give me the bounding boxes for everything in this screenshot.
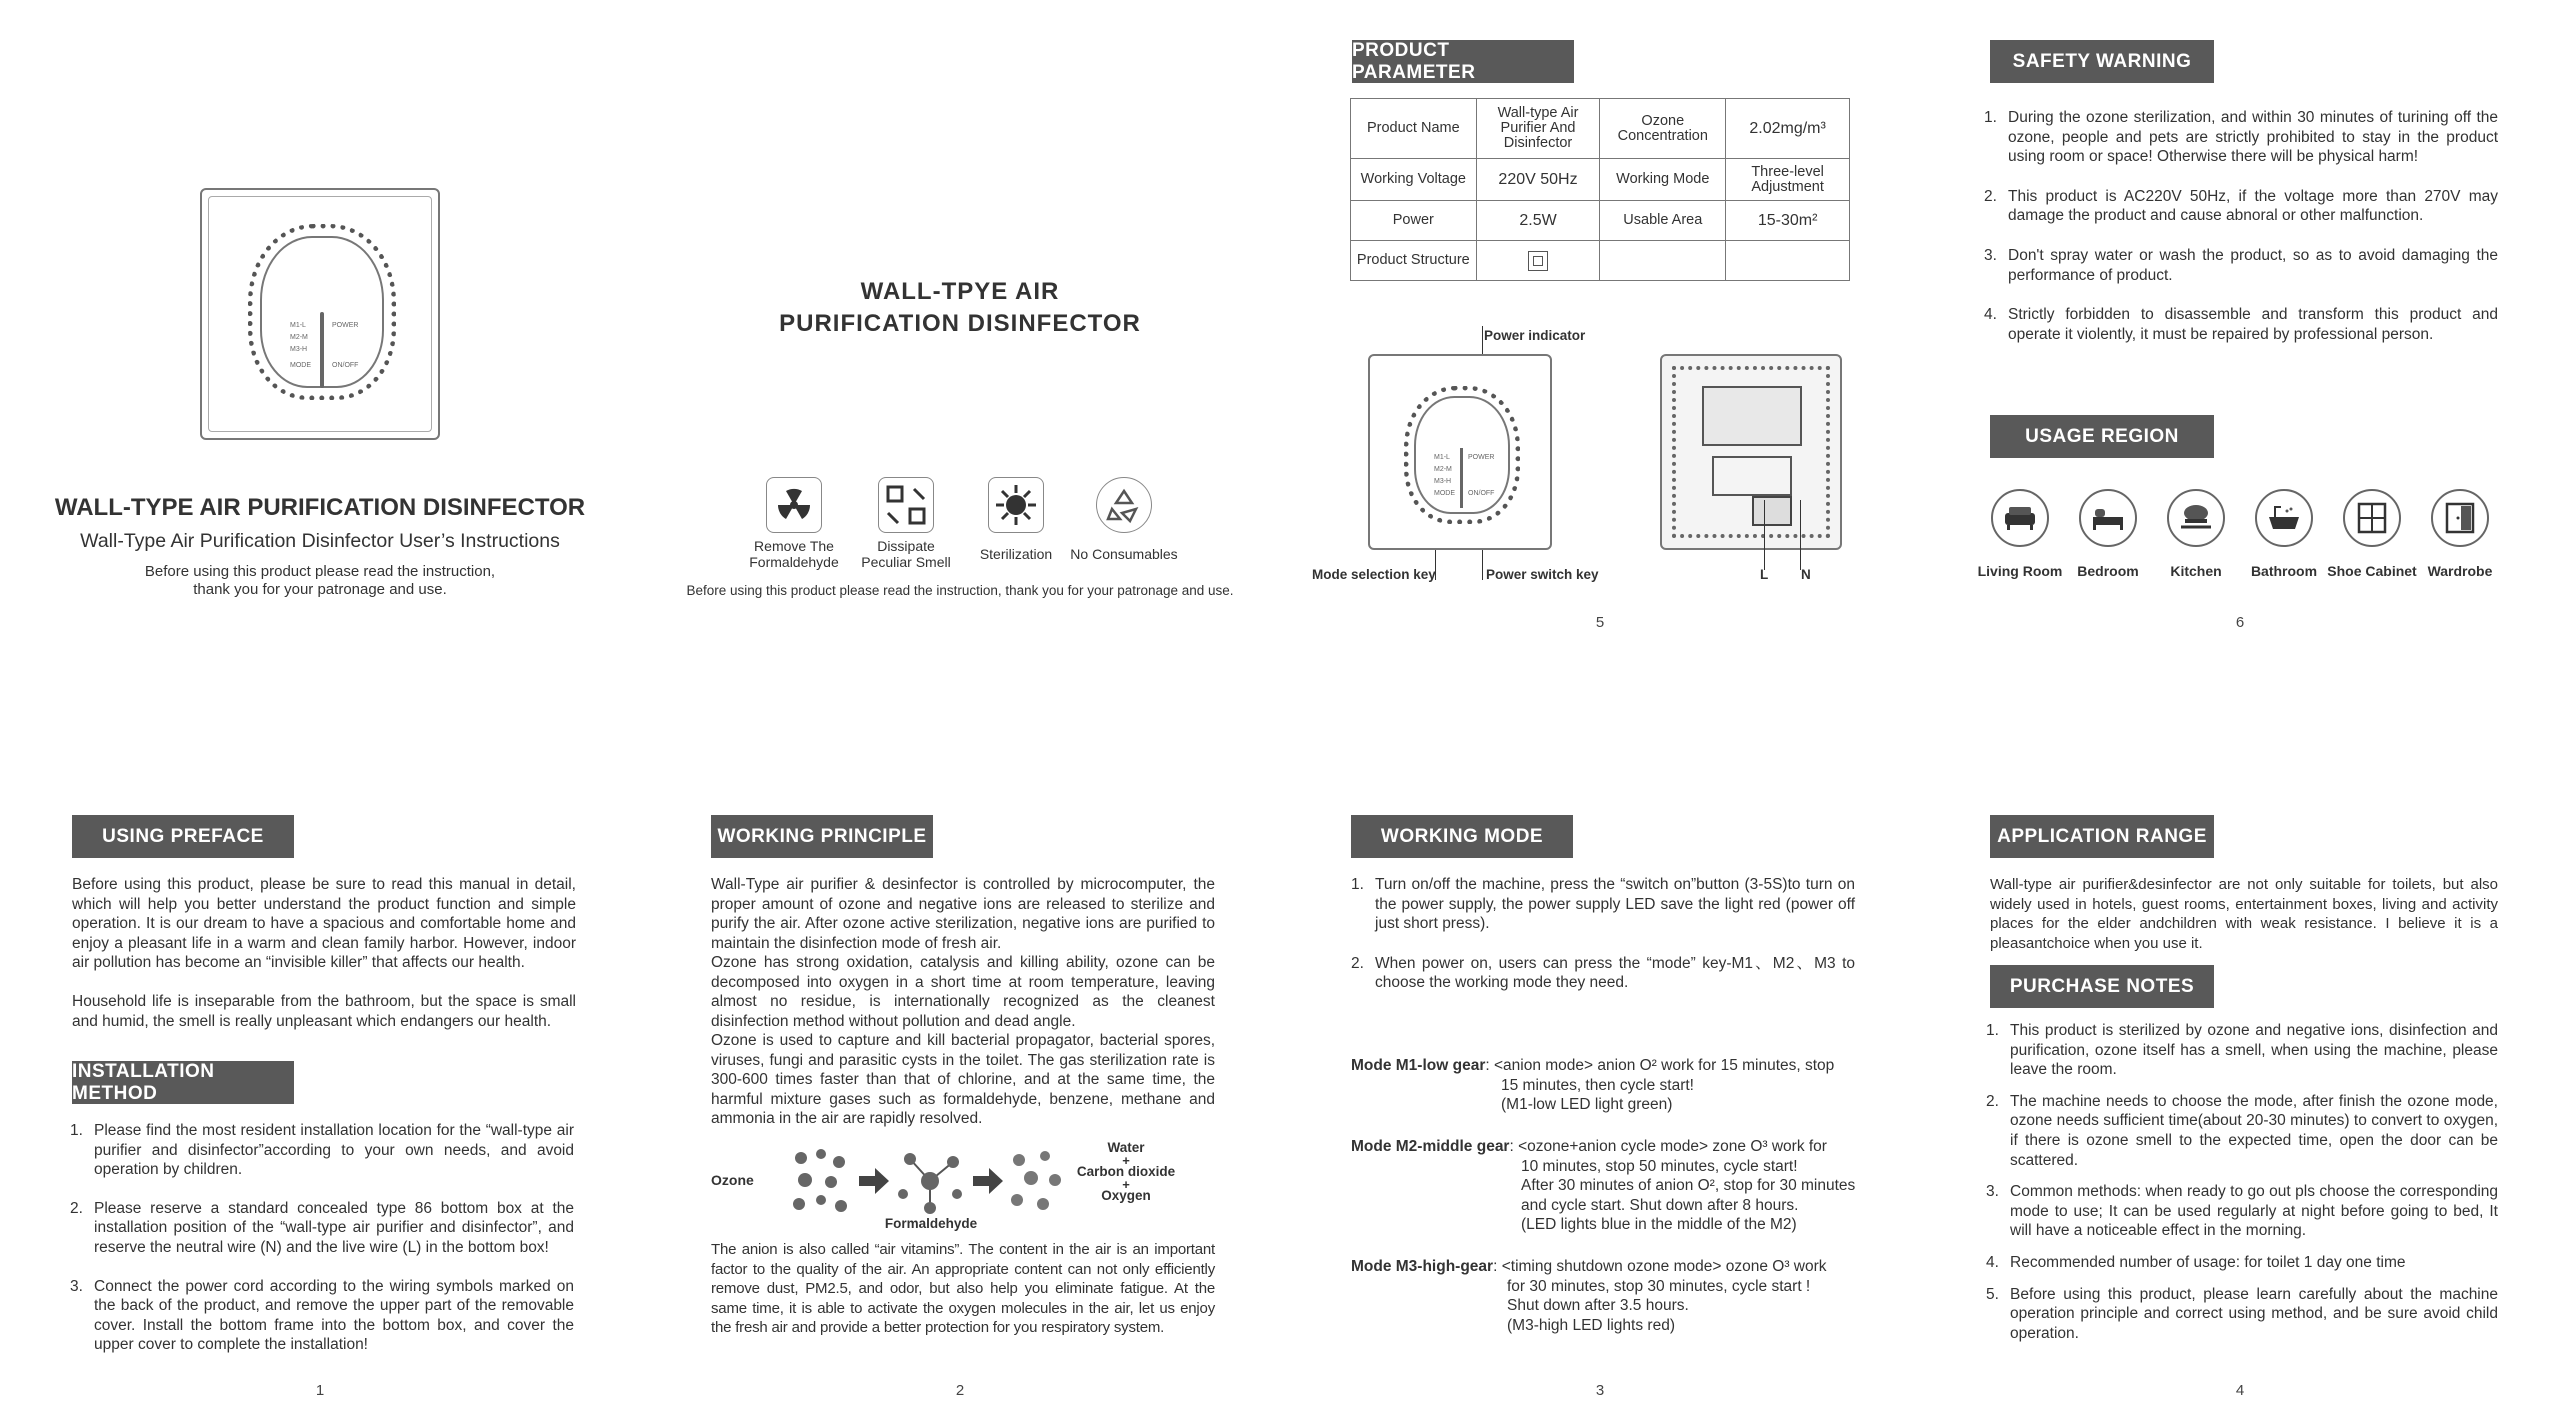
table-cell: Wall-type Air Purifier And Disinfector <box>1476 99 1600 159</box>
section-header: USING PREFACE <box>72 815 294 858</box>
feature-label: Remove The <box>754 538 834 554</box>
table-cell <box>1726 241 1850 281</box>
diagram-label: Water <box>1107 1140 1145 1155</box>
molecule-diagram <box>711 1140 1215 1236</box>
purchase-list <box>1986 1021 2498 1343</box>
table-cell: Product Name <box>1351 99 1477 159</box>
parameter-panel <box>1280 0 1920 653</box>
table-cell: Power <box>1351 201 1477 241</box>
diagram-label: Carbon dioxide <box>1076 1164 1176 1179</box>
product-structure-icon <box>1528 251 1548 271</box>
device-label: MODE <box>1434 490 1455 497</box>
callout-label: L <box>1760 567 1769 582</box>
section-header: USAGE REGION <box>1990 415 2214 458</box>
device-label: ON/OFF <box>1468 490 1495 497</box>
cover-title: WALL-TYPE AIR PURIFICATION DISINFECTOR <box>54 494 586 521</box>
wardrobe-icon <box>2431 489 2489 547</box>
intro-title: PURIFICATION DISINFECTOR <box>779 310 1141 337</box>
arrow-icon <box>859 1168 889 1194</box>
callout-label: Power indicator <box>1484 328 1586 343</box>
table-cell: Working Mode <box>1600 159 1726 201</box>
section-header: PURCHASE NOTES <box>1990 965 2214 1008</box>
principle-paragraph: Ozone is used to capture and kill bacterial propagator, bacterial spores, viruses, fungi and parasitic cysts in the toilet. The gas sterilization rate is 300-600 times faster than that of chlorine, and at the same time, the harmful mixture gases such as formaldehyde, benzene, methane and ammonia in the air are rapidly resolved. <box>711 1032 1215 1128</box>
formaldehyde-molecule-icon <box>895 1144 965 1218</box>
table-cell <box>1600 241 1726 281</box>
intro-note: Before using this product please read the instruction, thank you for your patronage and use. <box>686 583 1234 598</box>
device-illustration <box>200 188 440 440</box>
device-label: POWER <box>332 322 359 329</box>
device-label: M2-M <box>1434 466 1452 473</box>
chef-icon <box>2167 489 2225 547</box>
page-number: 2 <box>955 1382 965 1399</box>
feature-label: No Consumables <box>1070 546 1178 562</box>
diagram-label: Ozone <box>711 1172 754 1188</box>
callout-label: Mode selection key <box>1312 567 1436 582</box>
page-number: 4 <box>2235 1382 2245 1399</box>
table-cell: Product Structure <box>1351 241 1477 281</box>
list-item: 4. Strictly forbidden to disassemble and transform this product and operate it violently, it must be repaired by professional person. <box>1984 306 2498 343</box>
table-cell: Three-level Adjustment <box>1726 159 1850 201</box>
application-paragraph: Wall-type air purifier&desinfector are not only suitable for toilets, but also widely used in hotels, guest rooms, entertainment boxes, living and activity places for the elder andchildren with weak resistance. I believe it is a pleasantchoice when you use it. <box>1990 876 2498 952</box>
recycle-icon <box>1096 477 1152 533</box>
page-number: 1 <box>315 1382 325 1399</box>
device-back-illustration <box>1660 354 1842 550</box>
device-label: M3-H <box>1434 478 1452 485</box>
principle-paragraph: Ozone has strong oxidation, catalysis and killing ability, ozone can be decomposed into oxygen in a short time at room temperature, leaving almost no residue, is internationally recognized as the cleanest disinfection method without pollution and dead angle. <box>711 954 1215 1030</box>
list-item: 3. Common methods: when ready to go out pls choose the corresponding mode to use; It can be used regularly at night before going to bed, It will have a noticeable effect in the morning. <box>1986 1183 2498 1240</box>
principle-paragraph: Wall-Type air purifier & desinfector is controlled by microcomputer, the proper amount of ozone and negative ions are released to sterilize and purify the air. After ozone active sterilization, negative ions are purified to maintain the disinfection mode of fresh air. <box>711 876 1215 952</box>
safety-panel <box>1920 0 2560 653</box>
intro-title: WALL-TPYE AIR <box>860 278 1060 305</box>
bed-icon <box>2079 489 2137 547</box>
table-cell <box>1476 241 1600 281</box>
cabinet-icon <box>2343 489 2401 547</box>
diagram-label: Oxygen <box>1101 1188 1151 1203</box>
section-header: SAFETY WARNING <box>1990 40 2214 83</box>
sofa-icon <box>1991 489 2049 547</box>
list-item: 1. This product is sterilized by ozone and negative ions, disinfection and purification, ozone itself has a smell, when using the machine, please leave the room. <box>1986 1022 2498 1079</box>
region-label: Shoe Cabinet <box>2327 563 2417 579</box>
product-molecules-icon <box>1007 1148 1067 1216</box>
install-list <box>70 1121 574 1355</box>
list-item: 2. Please reserve a standard concealed type 86 bottom box at the installation position of the “wall-type air purifier and disinfector”, and reserve the neutral wire (N) and the live wire (L) in the bottom box! <box>70 1199 574 1256</box>
device-label: M1-L <box>1434 454 1450 461</box>
principle-paragraph: The anion is also called “air vitamins”. The content in the air is an important factor to the quality of the air. An appropriate content can not only efficiently remove dust, PM2.5, and odor, but also help you eliminate fatigue. At the same time, it is able to activate the oxygen molecules in the air, let us enjoy the fresh air and provide a better protection for you respiratory system. <box>711 1241 1215 1337</box>
diagram-label: + <box>1122 1177 1130 1192</box>
device-label: M1-L <box>290 322 306 329</box>
list-item: 1. Turn on/off the machine, press the “switch on”button (3-5S)to turn on the power supply, the power supply LED save the light red (power off just short press). <box>1351 876 1855 933</box>
list-item: 3. Don't spray water or wash the product, so as to avoid damaging the performance of product. <box>1984 246 2498 284</box>
list-item: 1. During the ozone sterilization, and within 30 minutes of turining off the ozone, people and pets are strictly prohibited to stay in the product using room or space! Otherwise there will be physical harm! <box>1984 109 2498 166</box>
mode-label: Mode M1-low gear <box>1351 1057 1486 1074</box>
intro-panel <box>640 0 1280 653</box>
safety-list <box>1984 108 2498 344</box>
preface-paragraph: Household life is inseparable from the bathroom, but the space is small and humid, the smell is really unpleasant which endangers our health. <box>72 993 576 1030</box>
table-cell: 2.5W <box>1476 201 1600 241</box>
list-item: 1. Please find the most resident installation location for the “wall-type air purifier and disinfector”according to your own needs, and avoid operation by children. <box>70 1122 574 1179</box>
list-item: 5. Before using this product, please learn carefully about the machine operation principle and correct using method, and be sure avoid child operation. <box>1986 1285 2498 1342</box>
table-cell: 2.02mg/m³ <box>1726 99 1850 159</box>
table-cell: 220V 50Hz <box>1476 159 1600 201</box>
region-label: Bathroom <box>2250 563 2318 579</box>
table-cell: Usable Area <box>1600 201 1726 241</box>
device-front-illustration <box>1368 354 1552 550</box>
diagram-label: Formaldehyde <box>884 1216 978 1231</box>
section-header: APPLICATION RANGE <box>1990 815 2214 858</box>
region-label: Kitchen <box>2170 563 2222 579</box>
mode-m2: Mode M2-middle gear: <ozone+anion cycle mode> zone O³ work for 10 minutes, stop 50 minutes, cycle start! After 30 minutes of anion O², stop for 30 minutes and cycle start. Shut down after 8 hours. (LED lights blue in the middle of the M2) <box>1351 1138 1856 1234</box>
virus-icon <box>988 477 1044 533</box>
section-header: PRODUCT PARAMETER <box>1352 40 1574 83</box>
mode-steps <box>1351 875 1855 993</box>
list-item: 4. Recommended number of usage: for toilet 1 day one time <box>1986 1253 2406 1271</box>
cover-note: thank you for your patronage and use. <box>193 581 447 598</box>
table-cell: 15-30m² <box>1726 201 1850 241</box>
feature-label: Dissipate <box>877 538 935 554</box>
feature-label: Sterilization <box>979 546 1053 562</box>
region-label: Bedroom <box>2077 563 2139 579</box>
mode-label: Mode M3-high-gear <box>1351 1258 1494 1275</box>
section-header: WORKING PRINCIPLE <box>711 815 933 858</box>
ozone-molecules-icon <box>791 1148 851 1216</box>
arrow-icon <box>973 1168 1003 1194</box>
feature-label: Formaldehyde <box>749 554 839 570</box>
device-label: MODE <box>290 362 311 369</box>
cover-panel <box>0 0 640 653</box>
bathtub-icon <box>2255 489 2313 547</box>
page-number: 5 <box>1595 614 1605 631</box>
list-item: 2. When power on, users can press the “mode” key-M1、M2、M3 to choose the working mode they need. <box>1351 954 1855 992</box>
device-label: M2-M <box>290 334 308 341</box>
page-number: 3 <box>1595 1382 1605 1399</box>
table-cell: Ozone Concentration <box>1600 99 1726 159</box>
device-label: POWER <box>1468 454 1495 461</box>
application-panel <box>1920 770 2560 1423</box>
region-label: Wardrobe <box>2427 563 2493 579</box>
callout-label: Power switch key <box>1486 567 1599 582</box>
mode-label: Mode M2-middle gear <box>1351 1138 1510 1155</box>
smell-icon <box>878 477 934 533</box>
radiation-icon <box>766 477 822 533</box>
list-item: 3. Connect the power cord according to the wiring symbols marked on the back of the product, and remove the upper part of the removable cover. Install the bottom frame into the bottom box, and cover the upper cover to complete the installation! <box>70 1277 574 1354</box>
principle-panel <box>640 770 1280 1423</box>
device-label: M3-H <box>290 346 308 353</box>
region-label: Living Room <box>1977 563 2063 579</box>
working-mode-panel <box>1280 770 1920 1423</box>
table-cell: Working Voltage <box>1351 159 1477 201</box>
callout-label: N <box>1801 567 1811 582</box>
feature-label: Peculiar Smell <box>861 554 951 570</box>
page-number: 6 <box>2235 614 2245 631</box>
mode-m3: Mode M3-high-gear: <timing shutdown ozone mode> ozone O³ work for 30 minutes, stop 30 minutes, cycle start ! Shut down after 3.5 hours. (M3-high LED lights red) <box>1351 1258 1827 1334</box>
cover-subtitle: Wall-Type Air Purification Disinfector User’s Instructions <box>80 530 560 552</box>
preface-paragraph: Before using this product, please be sure to read this manual in detail, which will help you better understand the product function and simple operation. It is our dream to have a spacious and comfortable home and enjoy a pleasant life in a warm and clean family harbor. However, indoor air pollution has become an “invisible killer” that affects our health. <box>72 876 576 972</box>
mode-m1: Mode M1-low gear: <anion mode> anion O² work for 15 minutes, stop 15 minutes, then cycle start! (M1-low LED light green) <box>1351 1057 1835 1114</box>
list-item: 2. The machine needs to choose the mode, after finish the ozone mode, ozone needs sufficient time(about 20-30 minutes) to convert to oxygen, if there is ozone smell to the expected time, open the door can be scattered. <box>1986 1092 2498 1169</box>
device-label: ON/OFF <box>332 362 359 369</box>
cover-note: Before using this product please read the instruction, <box>144 563 496 580</box>
preface-panel <box>0 770 640 1423</box>
diagram-label: + <box>1122 1153 1130 1168</box>
section-header: WORKING MODE <box>1351 815 1573 858</box>
parameter-table <box>1350 98 1850 281</box>
section-header: INSTALLATION METHOD <box>72 1061 294 1104</box>
list-item: 2. This product is AC220V 50Hz, if the voltage more than 270V may damage the product and cause abnoral or other malfunction. <box>1984 187 2498 225</box>
